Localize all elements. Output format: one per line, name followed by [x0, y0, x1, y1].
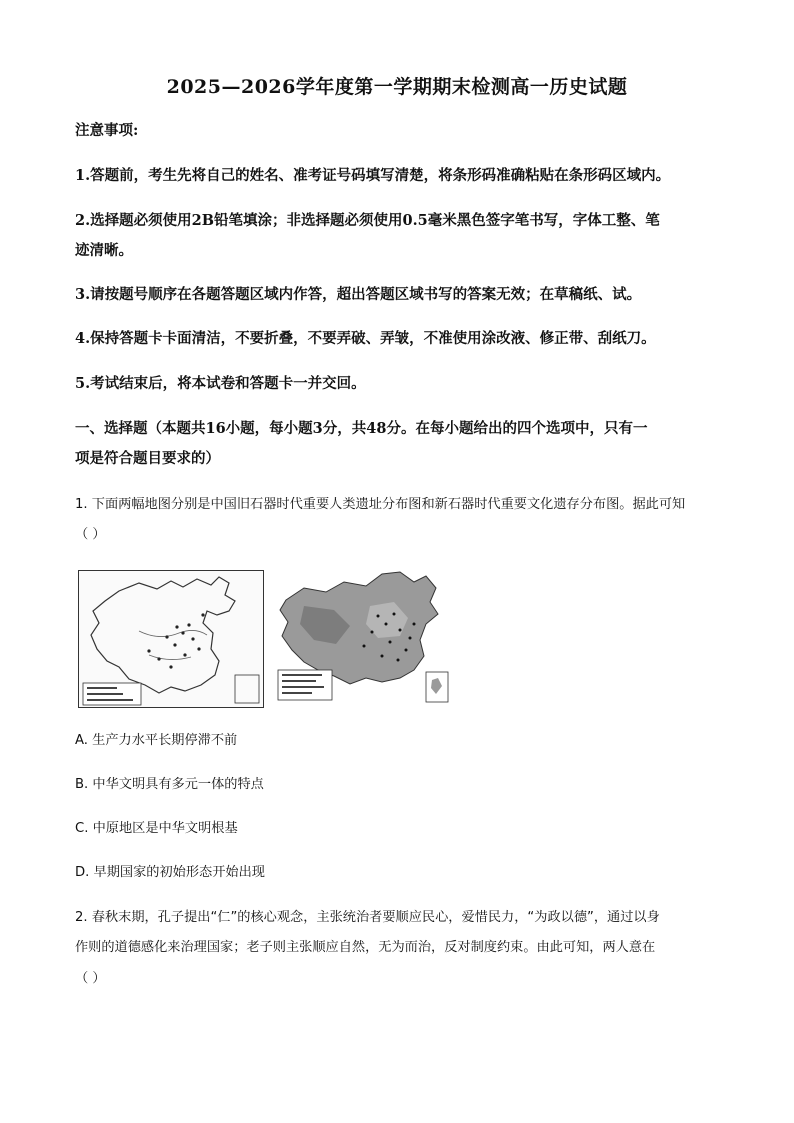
question-1-option-c: C. 中原地区是中华文明根基 — [75, 821, 238, 836]
question-1-option-b: B. 中华文明具有多元一体的特点 — [75, 777, 264, 792]
question-2-stem-cont: 作则的道德感化来治理国家；老子则主张顺应自然，无为而治，反对制度约束。由此可知，两人意在 — [75, 940, 656, 955]
paleolithic-sites-map — [78, 570, 264, 708]
question-1-maps — [78, 566, 450, 706]
question-2-paren: （ ） — [75, 971, 106, 986]
section-heading-cont: 项是符合题目要求的） — [75, 450, 220, 467]
question-1-paren: （ ） — [75, 527, 106, 542]
notice-item-2: 2.选择题必须使用2B铅笔填涂；非选择题必须使用0.5毫米黑色签字笔书写，字体工整、笔 — [75, 212, 660, 229]
notice-item-4: 4.保持答题卡卡面清洁，不要折叠，不要弄破、弄皱，不准使用涂改液、修正带、刮纸刀。 — [75, 330, 656, 347]
notice-item-2-cont: 迹清晰。 — [75, 242, 133, 259]
question-1-option-a: A. 生产力水平长期停滞不前 — [75, 733, 238, 748]
neolithic-culture-map — [274, 566, 450, 706]
map-outline-graphic — [79, 571, 263, 707]
notice-heading: 注意事项: — [75, 122, 139, 139]
question-2-stem: 2. 春秋末期，孔子提出“仁”的核心观念，主张统治者要顺应民心，爱惜民力，“为政以德”，通过以身 — [75, 910, 660, 925]
question-1-stem: 1. 下面两幅地图分别是中国旧石器时代重要人类遗址分布图和新石器时代重要文化遗存分布图。据此可知 — [75, 497, 686, 512]
page-title: 2025—2026学年度第一学期期末检测高一历史试题 — [166, 76, 628, 98]
notice-item-5: 5.考试结束后，将本试卷和答题卡一并交回。 — [75, 375, 366, 392]
notice-item-1: 1.答题前，考生先将自己的姓名、准考证号码填写清楚，将条形码准确粘贴在条形码区域内。 — [75, 167, 671, 184]
question-1-option-d: D. 早期国家的初始形态开始出现 — [75, 865, 265, 880]
notice-item-3: 3.请按题号顺序在各题答题区域内作答，超出答题区域书写的答案无效；在草稿纸、试。 — [75, 286, 642, 303]
shaded-map-graphic — [274, 566, 450, 706]
section-heading: 一、选择题（本题共16小题，每小题3分，共48分。在每小题给出的四个选项中，只有一 — [75, 420, 648, 437]
